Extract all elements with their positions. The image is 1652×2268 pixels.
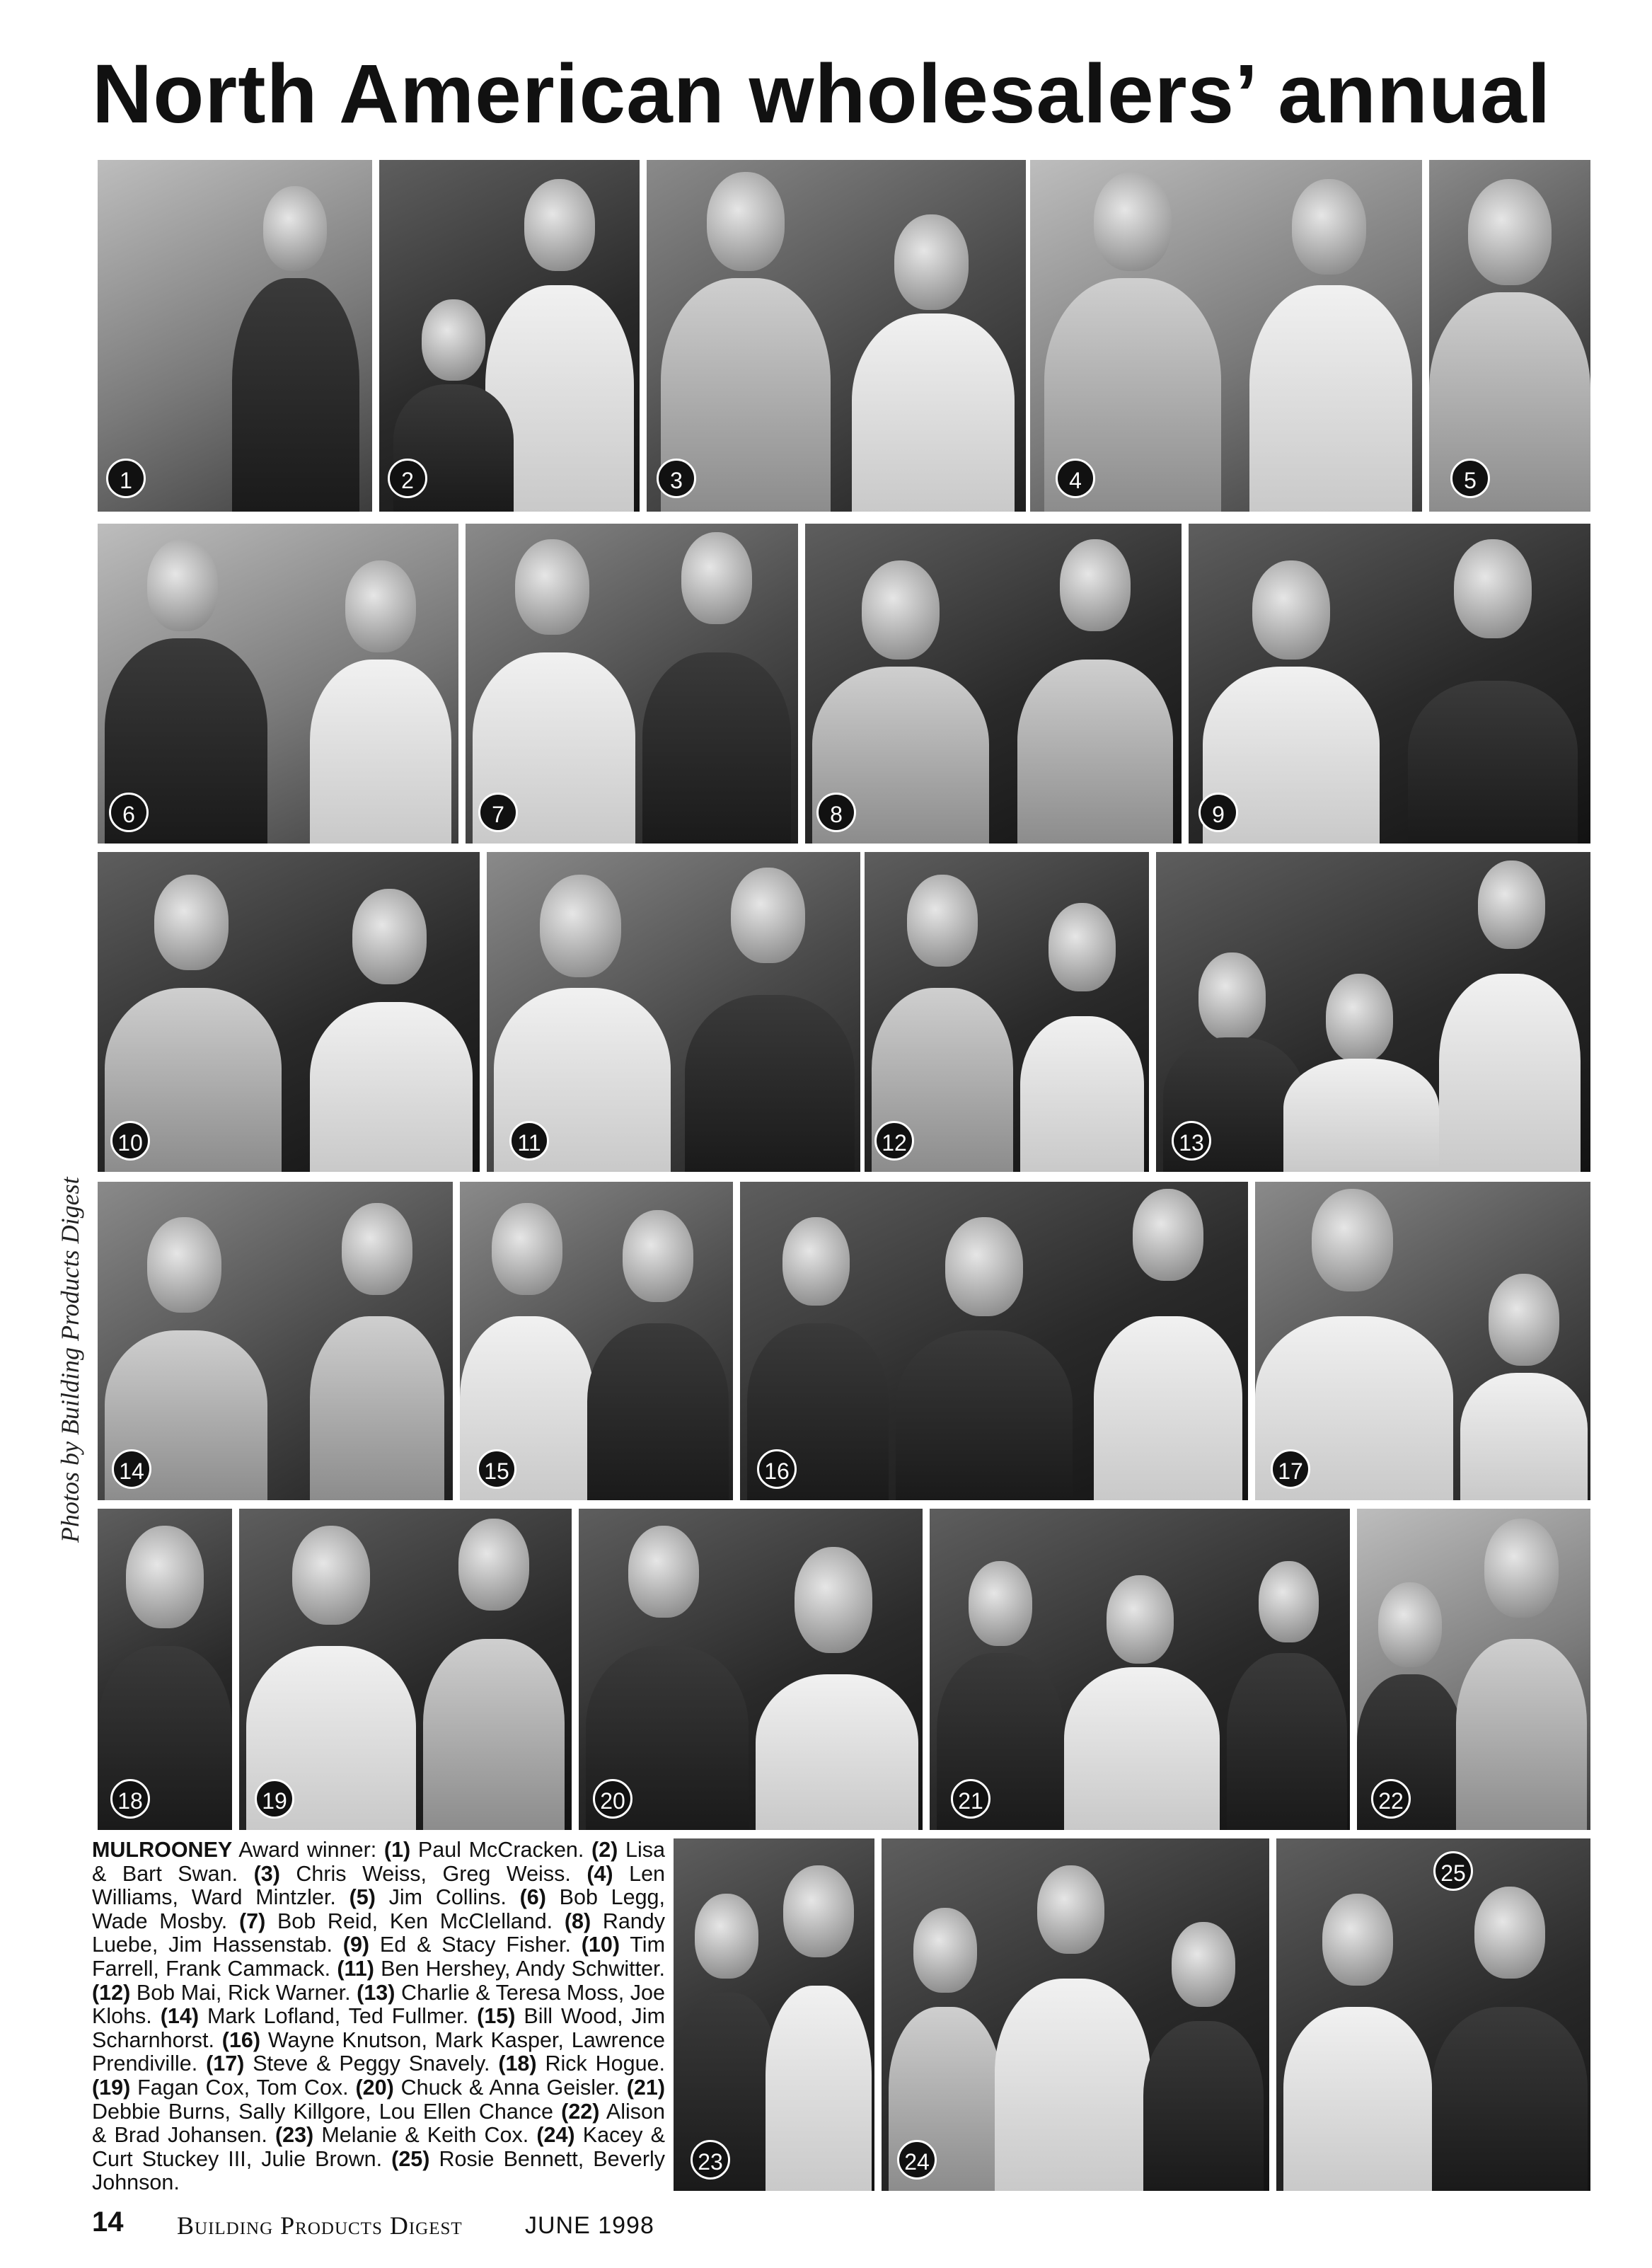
- caption-num: (16): [221, 2027, 261, 2052]
- caption-names: Mark Lofland, Ted Fullmer.: [198, 2004, 478, 2029]
- photo-number-7: 7: [478, 793, 518, 832]
- caption-num: (11): [337, 1956, 374, 1981]
- caption-names: Ed & Stacy Fisher.: [369, 1933, 582, 1957]
- caption-num: (25): [391, 2146, 430, 2171]
- photo-number-24: 24: [897, 2140, 937, 2180]
- photo-number-8: 8: [816, 793, 856, 832]
- photo-15: [460, 1182, 733, 1500]
- photo-7: [466, 524, 798, 844]
- caption-names: Debbie Burns, Sally Killgore, Lou Ellen Chance: [92, 2099, 562, 2124]
- caption-names: Paul McCracken.: [410, 1838, 592, 1862]
- photo-number-4: 4: [1056, 459, 1095, 498]
- headline: North American wholesalers’ annual: [92, 47, 1552, 141]
- caption-names: Chris Weiss, Greg Weiss.: [279, 1861, 587, 1886]
- photo-17: [1255, 1182, 1590, 1500]
- caption-num: (19): [92, 2075, 131, 2100]
- photo-5: [1429, 160, 1590, 512]
- photo-number-9: 9: [1198, 793, 1238, 832]
- photo-number-17: 17: [1271, 1449, 1310, 1489]
- photo-number-5: 5: [1450, 459, 1490, 498]
- caption-num: (17): [206, 2051, 245, 2076]
- caption-num: (5): [349, 1885, 376, 1910]
- publication-name: Building Products Digest: [177, 2211, 463, 2240]
- caption-num: (1): [383, 1838, 411, 1862]
- photo-number-19: 19: [255, 1779, 294, 1819]
- photo-25: [1276, 1838, 1590, 2191]
- photo-number-15: 15: [477, 1449, 516, 1489]
- photo-8: [805, 524, 1182, 844]
- photo-number-2: 2: [388, 459, 427, 498]
- photo-6: [98, 524, 458, 844]
- photo-credit: Photos by Building Products Digest: [56, 1177, 84, 1543]
- photo-number-14: 14: [112, 1449, 151, 1489]
- photo-21: [930, 1509, 1350, 1830]
- photo-number-12: 12: [874, 1121, 914, 1161]
- caption-names: Kacey & Curt Stuckey III, Julie Brown.: [92, 2123, 665, 2171]
- caption-num: (3): [253, 1861, 280, 1886]
- page-number: 14: [92, 2206, 124, 2238]
- photo-number-11: 11: [509, 1121, 549, 1161]
- photo-9: [1189, 524, 1590, 844]
- caption-num: (21): [626, 2075, 665, 2100]
- photo-16: [740, 1182, 1248, 1500]
- photo-number-6: 6: [109, 793, 149, 832]
- caption-num: (24): [536, 2123, 575, 2148]
- caption-num: (7): [238, 1909, 266, 1933]
- caption-names: Randy Luebe, Jim Hassenstab.: [92, 1909, 665, 1957]
- photo-number-1: 1: [106, 459, 146, 498]
- photo-4: [1030, 160, 1422, 512]
- photo-18: [98, 1509, 232, 1830]
- caption-num: (13): [357, 1980, 395, 2005]
- photo-number-22: 22: [1371, 1779, 1411, 1819]
- caption-names: Fagan Cox, Tom Cox.: [130, 2075, 356, 2100]
- photo-10: [98, 852, 480, 1172]
- caption-names: Rick Hogue.: [536, 2051, 665, 2076]
- caption-names: Melanie & Keith Cox.: [313, 2123, 537, 2148]
- caption-names: Charlie & Teresa Moss, Joe Klohs.: [92, 1980, 665, 2029]
- photo-19: [239, 1509, 572, 1830]
- caption-names: Tim Farrell, Frank Cammack.: [92, 1933, 665, 1981]
- photo-11: [487, 852, 860, 1172]
- caption-num: (9): [342, 1933, 370, 1957]
- photo-number-16: 16: [757, 1449, 797, 1489]
- caption-names: Len Williams, Ward Mintzler.: [92, 1861, 665, 1910]
- caption-names: Alison & Brad Johansen.: [92, 2099, 665, 2148]
- caption-num: (2): [591, 1838, 618, 1862]
- caption-names: Steve & Peggy Snavely.: [244, 2051, 499, 2076]
- photo-number-20: 20: [593, 1779, 633, 1819]
- caption-names: Rosie Bennett, Beverly Johnson.: [92, 2146, 665, 2195]
- caption-names: Bob Legg, Wade Mosby.: [92, 1885, 665, 1933]
- photo-number-13: 13: [1172, 1121, 1211, 1161]
- photo-caption: [92, 1838, 665, 2195]
- caption-num: (20): [355, 2075, 394, 2100]
- caption-names: Jim Collins.: [375, 1885, 520, 1910]
- issue-date: JUNE 1998: [525, 2212, 654, 2239]
- caption-num: (23): [275, 2123, 314, 2148]
- caption-names: Bob Mai, Rick Warner.: [130, 1980, 357, 2005]
- photo-number-25: 25: [1433, 1851, 1473, 1891]
- photo-number-3: 3: [657, 459, 696, 498]
- photo-number-23: 23: [691, 2140, 730, 2180]
- caption-names: Ben Hershey, Andy Schwitter.: [374, 1956, 665, 1981]
- caption-num: (8): [564, 1909, 591, 1933]
- caption-num: (18): [498, 2051, 537, 2076]
- photo-22: [1357, 1509, 1590, 1830]
- photo-2: [379, 160, 640, 512]
- caption-num: (22): [561, 2099, 600, 2124]
- caption-names: Bill Wood, Jim Scharnhorst.: [92, 2004, 665, 2052]
- caption-num: (4): [587, 1861, 613, 1886]
- caption-num: (15): [477, 2004, 516, 2029]
- photo-number-21: 21: [951, 1779, 990, 1819]
- photo-number-18: 18: [110, 1779, 150, 1819]
- caption-names: Wayne Knutson, Mark Kasper, Lawrence Prendiville.: [92, 2027, 665, 2076]
- photo-23: [674, 1838, 874, 2191]
- caption-intro: Award winner:: [232, 1838, 384, 1862]
- caption-names: Chuck & Anna Geisler.: [393, 2075, 627, 2100]
- caption-names: Bob Reid, Ken McClelland.: [265, 1909, 565, 1933]
- caption-award-name: MULROONEY: [92, 1838, 233, 1862]
- photo-3: [647, 160, 1026, 512]
- caption-num: (10): [581, 1933, 620, 1957]
- photo-1: [98, 160, 372, 512]
- photo-14: [98, 1182, 453, 1500]
- caption-num: (14): [160, 2004, 199, 2029]
- photo-12: [865, 852, 1149, 1172]
- photo-20: [579, 1509, 923, 1830]
- photo-13: [1156, 852, 1590, 1172]
- photo-number-10: 10: [110, 1121, 150, 1161]
- photo-24: [882, 1838, 1269, 2191]
- caption-num: (12): [92, 1980, 131, 2005]
- caption-num: (6): [519, 1885, 546, 1910]
- caption-names: Lisa & Bart Swan.: [92, 1838, 665, 1886]
